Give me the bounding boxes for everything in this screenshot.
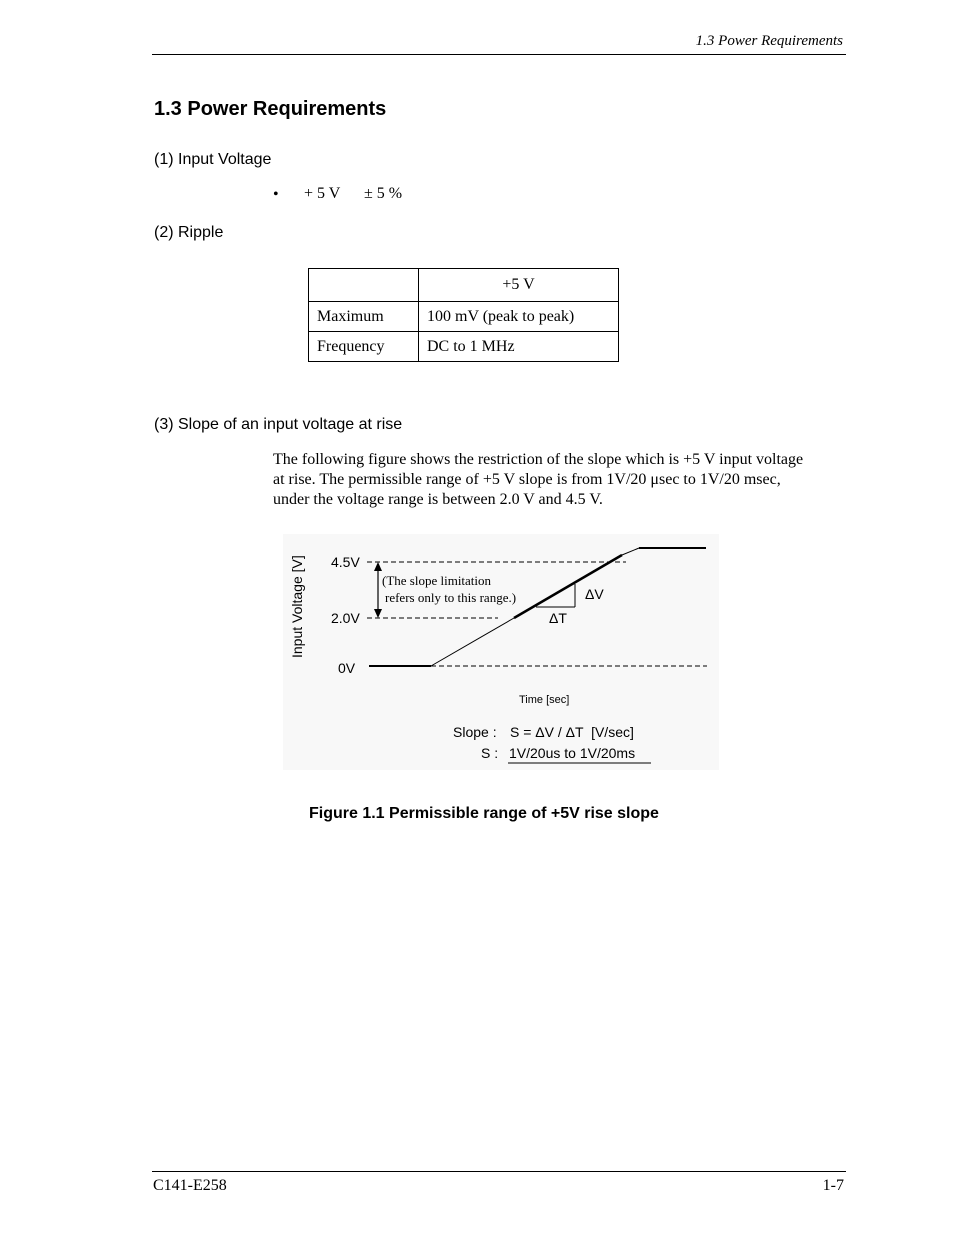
table-cell: DC to 1 MHz xyxy=(419,332,619,362)
table-cell: 100 mV (peak to peak) xyxy=(419,302,619,332)
slope-heading: (3) Slope of an input voltage at rise xyxy=(154,416,403,433)
range-value: 1V/20us to 1V/20ms xyxy=(509,745,636,761)
figure-caption: Figure 1.1 Permissible range of +5V rise slope xyxy=(309,805,659,822)
table-header-cell: +5 V xyxy=(419,269,619,302)
table-row xyxy=(309,332,619,362)
delta-t-label: ΔT xyxy=(549,610,567,626)
footer-page-number: 1-7 xyxy=(822,1177,844,1194)
table-header-cell xyxy=(309,269,419,302)
rise-slope-figure xyxy=(283,534,719,770)
y-axis-label: Input Voltage [V] xyxy=(289,555,305,658)
table-row xyxy=(309,302,619,332)
paragraph-line: The following figure shows the restriction of the slope which is +5 V input voltage xyxy=(273,451,804,468)
footer-doc-id: C141-E258 xyxy=(153,1177,227,1194)
formula-text: S = ΔV / ΔT [V/sec] xyxy=(510,724,634,740)
header-rule xyxy=(152,54,846,55)
ripple-table xyxy=(308,268,619,362)
footer-rule xyxy=(152,1171,846,1172)
level-zero-label: 0V xyxy=(338,660,356,676)
level-high-label: 4.5V xyxy=(331,554,360,570)
bullet-tolerance: ± 5 % xyxy=(364,185,403,202)
table-header-row xyxy=(309,269,619,302)
formula-prefix: Slope : xyxy=(453,724,497,740)
section-title: 1.3 Power Requirements xyxy=(154,98,387,120)
range-prefix: S : xyxy=(481,745,499,761)
paragraph-line: at rise. The permissible range of +5 V slope is from 1V/20 μsec to 1V/20 msec, xyxy=(273,471,781,488)
paragraph-line: under the voltage range is between 2.0 V and 4.5 V. xyxy=(273,491,603,508)
table-cell: Frequency xyxy=(309,332,419,362)
ripple-heading: (2) Ripple xyxy=(154,224,224,241)
slope-note-line1: (The slope limitation xyxy=(382,573,492,588)
bullet-dot: • xyxy=(273,186,279,203)
level-low-label: 2.0V xyxy=(331,610,360,626)
running-header: 1.3 Power Requirements xyxy=(695,33,843,49)
table-cell: Maximum xyxy=(309,302,419,332)
input-voltage-heading: (1) Input Voltage xyxy=(154,151,272,168)
slope-paragraph xyxy=(273,450,803,510)
delta-v-label: ΔV xyxy=(585,586,604,602)
x-axis-label: Time [sec] xyxy=(519,694,570,706)
bullet-voltage: + 5 V xyxy=(304,185,341,202)
slope-note-line2: refers only to this range.) xyxy=(385,590,517,605)
